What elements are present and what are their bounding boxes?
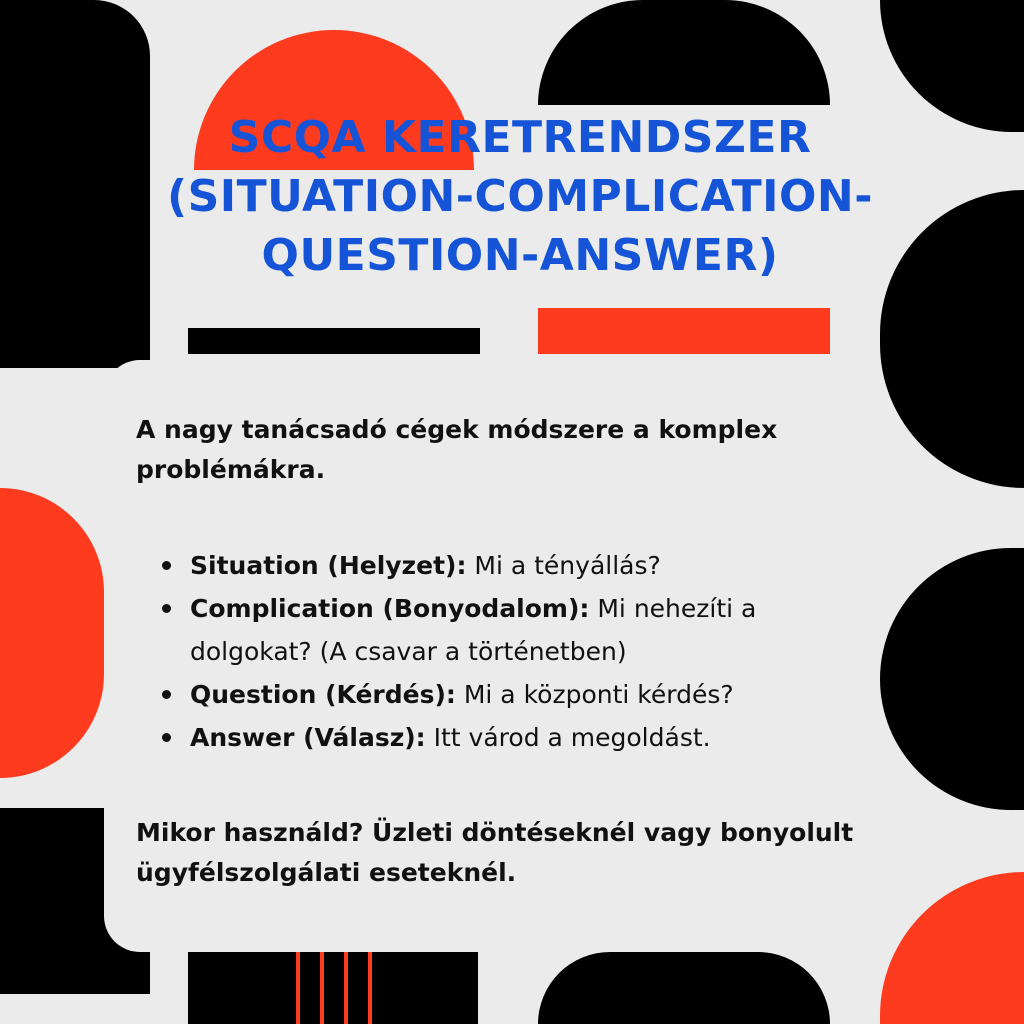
list-item-answer xyxy=(160,716,876,759)
bottom-right-red-quarter xyxy=(880,872,1024,1024)
title-line-3: QUESTION-ANSWER) xyxy=(261,230,779,281)
red-bar xyxy=(538,308,830,354)
scqa-list xyxy=(136,544,876,759)
list-item-question xyxy=(160,673,876,716)
page-title xyxy=(110,108,930,285)
bullet-term: Question (Kérdés): xyxy=(190,680,456,709)
bullet-text: Mi a központi kérdés? xyxy=(455,680,734,709)
top-black-arch xyxy=(538,0,830,105)
bottom-black-stripe-block xyxy=(188,952,478,1024)
bullet-term: Complication (Bonyodalom): xyxy=(190,594,590,623)
red-stripe-4 xyxy=(368,952,372,1024)
bullet-text: Mi a tényállás? xyxy=(466,551,661,580)
red-stripe-2 xyxy=(320,952,324,1024)
list-item-complication xyxy=(160,587,876,673)
bullet-term: Situation (Helyzet): xyxy=(190,551,467,580)
bullet-term: Answer (Válasz): xyxy=(190,723,426,752)
title-line-2: (SITUATION-COMPLICATION- xyxy=(166,171,873,222)
bullet-text: Itt várod a megoldást. xyxy=(425,723,711,752)
intro-text: A nagy tanácsadó cégek módszere a komplex problémákra. xyxy=(136,415,778,484)
content-body xyxy=(136,410,876,893)
outro-text: Mikor használd? Üzleti döntéseknél vagy bonyolult ügyfélszolgálati eseteknél. xyxy=(136,818,854,887)
left-red-half-circle xyxy=(0,488,104,778)
black-bar xyxy=(188,328,480,354)
list-item-situation xyxy=(160,544,876,587)
right-black-arch-2 xyxy=(880,548,1024,810)
title-line-1: SCQA KERETRENDSZER xyxy=(228,112,812,163)
bottom-black-arch xyxy=(538,952,830,1024)
red-stripe-1 xyxy=(296,952,300,1024)
bullet-text: Mi nehezíti a dolgokat? (A csavar a történetben) xyxy=(190,594,757,666)
red-stripe-3 xyxy=(344,952,348,1024)
